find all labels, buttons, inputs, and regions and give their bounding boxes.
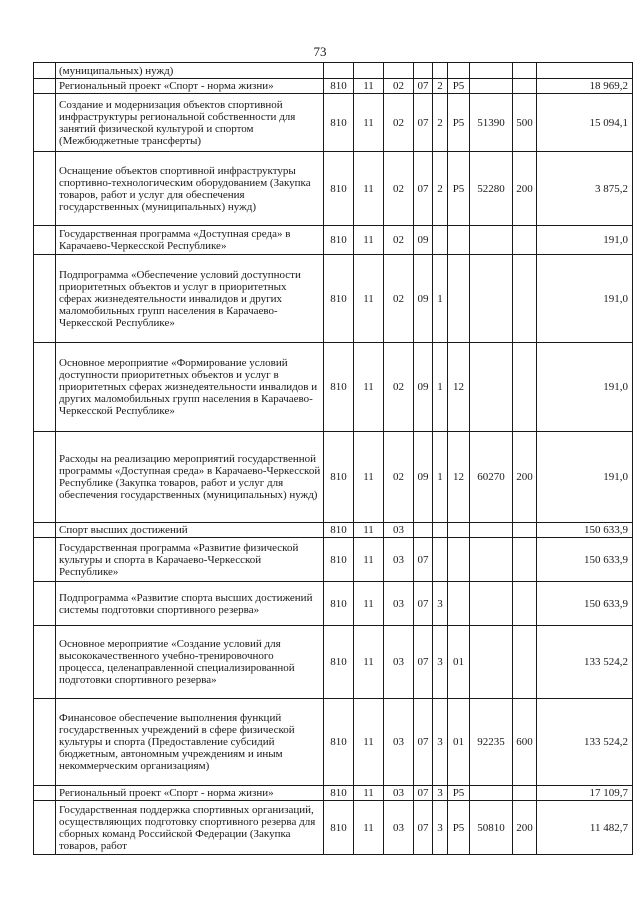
- ministry-code: 810: [324, 582, 354, 626]
- direction-code: [470, 786, 513, 801]
- subprogram-code: [433, 63, 448, 79]
- subprogram-code: 3: [433, 582, 448, 626]
- table-row: [34, 538, 633, 582]
- spacer-cell: [34, 538, 56, 582]
- subsection-code: 03: [384, 523, 414, 538]
- direction-code: [470, 63, 513, 79]
- spacer-cell: [34, 699, 56, 786]
- direction-code: [470, 226, 513, 255]
- direction-code: 92235: [470, 699, 513, 786]
- item-name: Подпрограмма «Развитие спорта высших достижений системы подготовки спортивного резерва»: [56, 582, 324, 626]
- expense-type-code: 600: [513, 699, 537, 786]
- spacer-cell: [34, 343, 56, 432]
- item-name: Региональный проект «Спорт - норма жизни»: [56, 79, 324, 94]
- ministry-code: 810: [324, 699, 354, 786]
- table-row: [34, 523, 633, 538]
- direction-code: [470, 523, 513, 538]
- program-code: 07: [414, 801, 433, 855]
- subsection-code: 03: [384, 786, 414, 801]
- amount: 133 524,2: [537, 626, 633, 699]
- amount: 191,0: [537, 343, 633, 432]
- item-name: Государственная поддержка спортивных организаций, осуществляющих подготовку спортивного резерва для сборных команд Российской Федерации (Закупка товаров, работ: [56, 801, 324, 855]
- activity-code: [448, 226, 470, 255]
- activity-code: [448, 63, 470, 79]
- program-code: 09: [414, 226, 433, 255]
- table-row: [34, 699, 633, 786]
- subprogram-code: 2: [433, 79, 448, 94]
- section-code: 11: [354, 523, 384, 538]
- program-code: 07: [414, 626, 433, 699]
- activity-code: [448, 255, 470, 343]
- spacer-cell: [34, 63, 56, 79]
- item-name: Спорт высших достижений: [56, 523, 324, 538]
- direction-code: [470, 626, 513, 699]
- section-code: 11: [354, 152, 384, 226]
- expense-type-code: [513, 255, 537, 343]
- table-row: [34, 582, 633, 626]
- subsection-code: 02: [384, 94, 414, 152]
- subprogram-code: 3: [433, 801, 448, 855]
- table-row: [34, 626, 633, 699]
- direction-code: [470, 343, 513, 432]
- expense-type-code: [513, 786, 537, 801]
- subprogram-code: 1: [433, 255, 448, 343]
- program-code: 07: [414, 94, 433, 152]
- table-row: [34, 343, 633, 432]
- expense-type-code: [513, 538, 537, 582]
- section-code: [354, 63, 384, 79]
- spacer-cell: [34, 79, 56, 94]
- ministry-code: 810: [324, 79, 354, 94]
- item-name: Подпрограмма «Обеспечение условий доступности приоритетных объектов и услуг в приоритетных сферах жизнедеятельности инвалидов и других маломобильных групп населения в Карачаево-Черкесской Республике»: [56, 255, 324, 343]
- subsection-code: 02: [384, 79, 414, 94]
- amount: 11 482,7: [537, 801, 633, 855]
- ministry-code: 810: [324, 94, 354, 152]
- direction-code: [470, 538, 513, 582]
- spacer-cell: [34, 255, 56, 343]
- expense-type-code: [513, 343, 537, 432]
- spacer-cell: [34, 801, 56, 855]
- program-code: 09: [414, 343, 433, 432]
- activity-code: 01: [448, 626, 470, 699]
- item-name: Финансовое обеспечение выполнения функций государственных учреждений в сфере физической культуры и спорта (Предоставление субсидий бюджетным, автономным учреждениям и иным некоммерческим организациям): [56, 699, 324, 786]
- activity-code: P5: [448, 152, 470, 226]
- ministry-code: 810: [324, 343, 354, 432]
- subprogram-code: 2: [433, 94, 448, 152]
- direction-code: 50810: [470, 801, 513, 855]
- section-code: 11: [354, 582, 384, 626]
- subsection-code: [384, 63, 414, 79]
- amount: 18 969,2: [537, 79, 633, 94]
- table-row: [34, 94, 633, 152]
- subprogram-code: [433, 523, 448, 538]
- activity-code: P5: [448, 79, 470, 94]
- item-name: Основное мероприятие «Формирование условий доступности приоритетных объектов и услуг в приоритетных сферах жизнедеятельности инвалидов и других маломобильных групп населения в Карачаево-Черкесской Республике»: [56, 343, 324, 432]
- section-code: 11: [354, 255, 384, 343]
- subprogram-code: 3: [433, 786, 448, 801]
- subprogram-code: [433, 226, 448, 255]
- ministry-code: 810: [324, 152, 354, 226]
- program-code: 07: [414, 786, 433, 801]
- subsection-code: 02: [384, 255, 414, 343]
- item-name: Государственная программа «Доступная среда» в Карачаево-Черкесской Республике»: [56, 226, 324, 255]
- expense-type-code: [513, 626, 537, 699]
- direction-code: 60270: [470, 432, 513, 523]
- amount: 191,0: [537, 255, 633, 343]
- section-code: 11: [354, 801, 384, 855]
- program-code: 07: [414, 538, 433, 582]
- activity-code: [448, 523, 470, 538]
- amount: 3 875,2: [537, 152, 633, 226]
- amount: 150 633,9: [537, 523, 633, 538]
- program-code: 07: [414, 152, 433, 226]
- activity-code: 12: [448, 432, 470, 523]
- subsection-code: 02: [384, 152, 414, 226]
- activity-code: [448, 538, 470, 582]
- item-name: Создание и модернизация объектов спортивной инфраструктуры региональной собственности для занятий физической культурой и спортом (Межбюджетные трансферты): [56, 94, 324, 152]
- ministry-code: [324, 63, 354, 79]
- item-name: Расходы на реализацию мероприятий государственной программы «Доступная среда» в Карачаево-Черкесской Республике (Закупка товаров, работ и услуг для обеспечения государственных (муниципальных) нужд): [56, 432, 324, 523]
- program-code: 09: [414, 432, 433, 523]
- item-name: (муниципальных) нужд): [56, 63, 324, 79]
- table-row: [34, 432, 633, 523]
- amount: 191,0: [537, 226, 633, 255]
- amount: 150 633,9: [537, 538, 633, 582]
- ministry-code: 810: [324, 801, 354, 855]
- activity-code: 12: [448, 343, 470, 432]
- ministry-code: 810: [324, 523, 354, 538]
- ministry-code: 810: [324, 786, 354, 801]
- amount: 15 094,1: [537, 94, 633, 152]
- subsection-code: 03: [384, 582, 414, 626]
- ministry-code: 810: [324, 432, 354, 523]
- amount: 150 633,9: [537, 582, 633, 626]
- subsection-code: 03: [384, 801, 414, 855]
- direction-code: [470, 79, 513, 94]
- expense-type-code: [513, 523, 537, 538]
- subsection-code: 02: [384, 343, 414, 432]
- expense-type-code: [513, 582, 537, 626]
- page-number: 73: [313, 44, 327, 59]
- amount: [537, 63, 633, 79]
- spacer-cell: [34, 523, 56, 538]
- subprogram-code: 1: [433, 343, 448, 432]
- item-name: Государственная программа «Развитие физической культуры и спорта в Карачаево-Черкесской Республике»: [56, 538, 324, 582]
- table-row: [34, 226, 633, 255]
- activity-code: P5: [448, 801, 470, 855]
- ministry-code: 810: [324, 538, 354, 582]
- ministry-code: 810: [324, 626, 354, 699]
- expense-type-code: [513, 226, 537, 255]
- amount: 133 524,2: [537, 699, 633, 786]
- amount: 17 109,7: [537, 786, 633, 801]
- item-name: Региональный проект «Спорт - норма жизни»: [56, 786, 324, 801]
- activity-code: [448, 582, 470, 626]
- subprogram-code: [433, 538, 448, 582]
- direction-code: [470, 255, 513, 343]
- section-code: 11: [354, 79, 384, 94]
- subprogram-code: 3: [433, 699, 448, 786]
- subsection-code: 03: [384, 538, 414, 582]
- section-code: 11: [354, 786, 384, 801]
- section-code: 11: [354, 538, 384, 582]
- expense-type-code: 500: [513, 94, 537, 152]
- activity-code: P5: [448, 786, 470, 801]
- subprogram-code: 1: [433, 432, 448, 523]
- expense-type-code: 200: [513, 801, 537, 855]
- expense-type-code: 200: [513, 152, 537, 226]
- expense-type-code: [513, 63, 537, 79]
- activity-code: P5: [448, 94, 470, 152]
- table-row: [34, 79, 633, 94]
- spacer-cell: [34, 226, 56, 255]
- direction-code: [470, 582, 513, 626]
- section-code: 11: [354, 432, 384, 523]
- table-row: [34, 801, 633, 855]
- expense-type-code: 200: [513, 432, 537, 523]
- program-code: 07: [414, 699, 433, 786]
- section-code: 11: [354, 343, 384, 432]
- spacer-cell: [34, 626, 56, 699]
- amount: 191,0: [537, 432, 633, 523]
- section-code: 11: [354, 699, 384, 786]
- spacer-cell: [34, 582, 56, 626]
- table-row: [34, 255, 633, 343]
- table-row: [34, 152, 633, 226]
- direction-code: 52280: [470, 152, 513, 226]
- table-row: [34, 63, 633, 79]
- subsection-code: 02: [384, 432, 414, 523]
- section-code: 11: [354, 226, 384, 255]
- subsection-code: 02: [384, 226, 414, 255]
- ministry-code: 810: [324, 226, 354, 255]
- spacer-cell: [34, 94, 56, 152]
- program-code: [414, 63, 433, 79]
- program-code: 07: [414, 582, 433, 626]
- direction-code: 51390: [470, 94, 513, 152]
- spacer-cell: [34, 432, 56, 523]
- subsection-code: 03: [384, 699, 414, 786]
- activity-code: 01: [448, 699, 470, 786]
- spacer-cell: [34, 152, 56, 226]
- ministry-code: 810: [324, 255, 354, 343]
- section-code: 11: [354, 626, 384, 699]
- budget-table: [33, 62, 633, 855]
- subsection-code: 03: [384, 626, 414, 699]
- program-code: 09: [414, 255, 433, 343]
- section-code: 11: [354, 94, 384, 152]
- table-row: [34, 786, 633, 801]
- program-code: 07: [414, 79, 433, 94]
- item-name: Оснащение объектов спортивной инфраструктуры спортивно-технологическим оборудованием (Закупка товаров, работ и услуг для обеспечения государственных (муниципальных) нужд): [56, 152, 324, 226]
- subprogram-code: 2: [433, 152, 448, 226]
- item-name: Основное мероприятие «Создание условий для высококачественного учебно-тренировочного процесса, целенаправленной специализированной подготовки спортивного резерва»: [56, 626, 324, 699]
- subprogram-code: 3: [433, 626, 448, 699]
- program-code: [414, 523, 433, 538]
- spacer-cell: [34, 786, 56, 801]
- expense-type-code: [513, 79, 537, 94]
